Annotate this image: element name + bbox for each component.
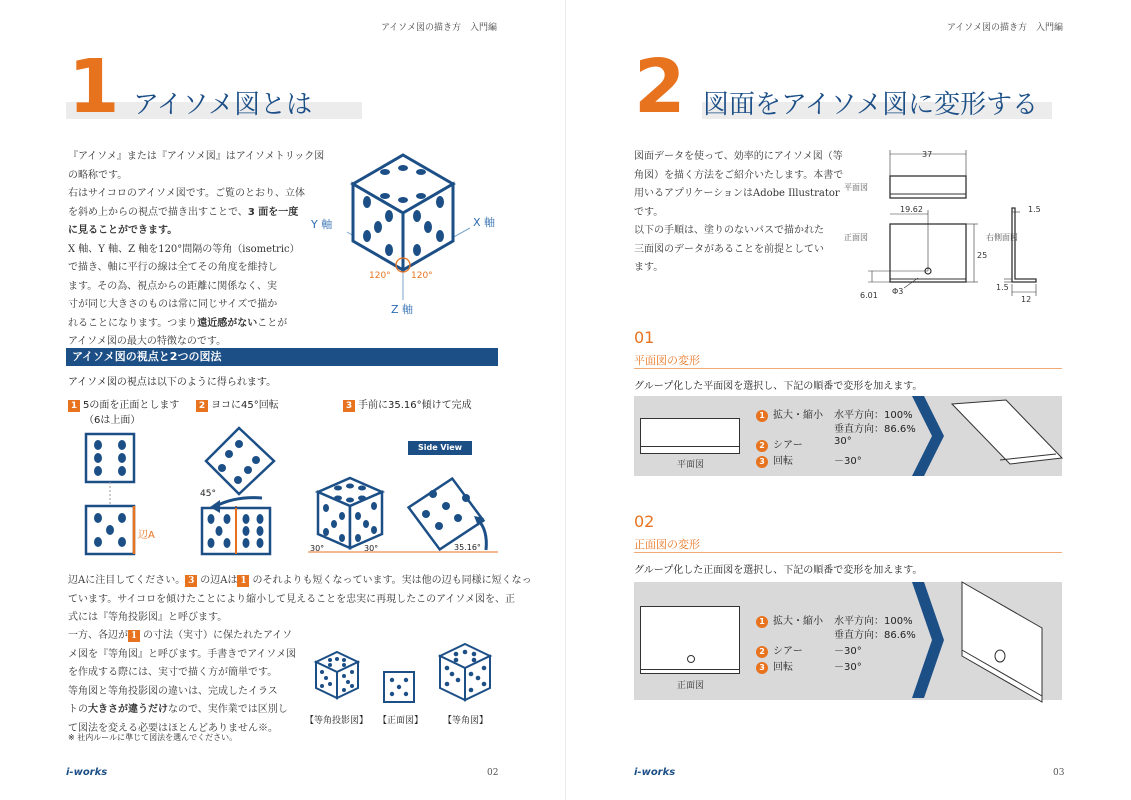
step-1-sub: （6は上面）	[84, 415, 141, 426]
section-01-desc: グループ化した平面図を選択し、下記の順番で変形を加えます。	[634, 381, 923, 392]
section-02-result-figure	[912, 576, 1064, 706]
section-02-item-1: 1 拡大・縮小	[756, 612, 823, 628]
z-axis-label: Z 軸	[391, 303, 414, 316]
step3-final-dice-figure	[308, 462, 503, 562]
section-intro: アイソメ図の視点は以下のように得られます。	[68, 377, 277, 388]
plan-shape	[640, 418, 740, 454]
chapter-title-right: 図面をアイソメ図に変形する	[703, 90, 1039, 120]
dim-601: 6.01	[860, 291, 878, 300]
caption-isometric-projection: 【等角投影図】	[305, 716, 369, 726]
edge-a-label: 辺A	[138, 530, 155, 541]
angle-right-label: 120°	[411, 271, 433, 281]
section-01-item-3-value: －30°	[834, 456, 862, 467]
intro-text: 『アイソメ』または『アイソメ図』はアイソメトリック図 の略称です。 右はサイコロのアイソメ図です。ご覧のとおり、立体 を斜め上からの視点で描き出すことで、3 面を一度 に見ることができます。 X 軸、Y 軸、Z 軸を120°間隔の等角（isometric） で描き、軸に平行の線は全てその角度を維持し ます。その為、視点からの距離に関係なく、実 寸が同じ大きさのものは常に同じサイズで描か れることになります。つまり遠近感がないことが アイソメ図の最大の特徴なのです。	[68, 151, 325, 347]
chapter-number: 1	[68, 44, 120, 130]
front-view-label: 正面図	[844, 233, 868, 242]
dim-12: 12	[1021, 295, 1032, 304]
footnote: ※ 社内ルールに準じて図法を選んでください。	[68, 733, 238, 742]
side-view-badge: Side View	[408, 441, 472, 455]
section-01-item-2-value: 30°	[834, 436, 852, 447]
plan-view-label: 平面図	[844, 183, 868, 192]
footer-logo: i-works	[66, 767, 108, 778]
section-02-number: 02	[634, 512, 655, 531]
three-view-drawing	[844, 146, 1064, 306]
running-title: アイソメ図の描き方 入門編	[380, 23, 497, 33]
section-01-item-1-value: 水平方向：100%	[834, 410, 913, 421]
step2-rotated-dice-figure	[196, 424, 286, 559]
left-page	[0, 0, 565, 800]
body-text-full: 辺Aに注目してください。 3 の辺Aは 1 のそれよりも短くなっています。実は他の辺も同様に短くなっ ています。サイコロを傾けたことにより縮小して見えることを忠実に再現したこのアイソメ図を、正 式には『等角投影図』と呼びます。	[68, 575, 532, 623]
angle-3516-label: 35.16°	[454, 543, 481, 552]
front-shape	[640, 606, 740, 674]
isometric-dice-figure	[305, 150, 505, 320]
section-01-item-2: 2 シアー	[756, 436, 803, 452]
section-01-item-1-value2: 垂直方向：86.6%	[834, 424, 916, 435]
section-02-rule	[634, 552, 1062, 553]
right-page	[566, 0, 1131, 800]
dim-1962: 19.62	[900, 205, 923, 214]
caption-front-view: 【正面図】	[378, 716, 424, 726]
caption-isometric-drawing: 【等角図】	[443, 716, 489, 726]
section-02-item-3-value: －30°	[834, 662, 862, 673]
page-number: 02	[487, 768, 499, 778]
step-2: 2 ヨコに45°回転	[196, 396, 279, 412]
page-number-right: 03	[1053, 768, 1065, 778]
section-02-title: 正面図の変形	[634, 538, 700, 551]
section-02-item-2-value: －30°	[834, 646, 862, 657]
dim-15b: 1.5	[996, 283, 1009, 292]
comparison-dice-figure	[308, 640, 503, 710]
side-view-label: 右側面図	[986, 233, 1018, 242]
section-02-desc: グループ化した正面図を選択し、下記の順番で変形を加えます。	[634, 565, 923, 576]
chapter-title: アイソメ図とは	[133, 90, 313, 120]
dim-phi3: Φ3	[892, 287, 904, 296]
section-02-item-1-value: 水平方向：100%	[834, 616, 913, 627]
front-shape-label: 正面図	[677, 681, 705, 691]
angle-45-label: 45°	[200, 489, 216, 499]
section-01-rule	[634, 368, 1062, 369]
section-02-item-1-value2: 垂直方向：86.6%	[834, 630, 916, 641]
section-02-item-2: 2 シアー	[756, 642, 803, 658]
y-axis-label: Y 軸	[311, 218, 333, 231]
section-01-item-3: 3 回転	[756, 452, 793, 468]
section-01-result-figure	[912, 390, 1064, 482]
step-1: 1 5の面を正面とします	[68, 396, 179, 412]
section-01-title: 平面図の変形	[634, 354, 700, 367]
footer-logo-right: i-works	[634, 767, 676, 778]
angle-30b-label: 30°	[364, 544, 379, 553]
dim-25: 25	[977, 251, 988, 260]
body-text-column: 一方、各辺が 1 の寸法（実寸）に保たれたアイソ メ図を『等角図』と呼びます。手書きでアイソメ図 を作成する際には、実寸で描く方が簡単です。 等角図と等角投影図の違いは、完成したイラス トの大きさが違うだけなので、実作業では区別し て図法を変える必要はほとんどありません※。	[68, 630, 297, 734]
angle-left-label: 120°	[369, 271, 391, 281]
x-axis-label: X 軸	[473, 216, 496, 229]
chapter-number-right: 2	[634, 44, 686, 130]
angle-30a-label: 30°	[310, 544, 325, 553]
running-title-right: アイソメ図の描き方 入門編	[946, 23, 1063, 33]
dim-15a: 1.5	[1028, 205, 1041, 214]
intro-text-right: 図面データを使って、効率的にアイソメ図（等 角図）を描く方法をご紹介いたします。本書で 用いるアプリケーションはAdobe Illustrator です。 以下の手順は、塗りのないパスで描かれた 三面図のデータがあることを前提としてい ます。	[634, 151, 844, 273]
step-3: 3 手前に35.16°傾けて完成	[343, 396, 472, 412]
section-heading-bar: アイソメ図の視点と2つの図法	[66, 348, 498, 366]
plan-shape-label: 平面図	[677, 460, 705, 470]
section-02-item-3: 3 回転	[756, 658, 793, 674]
section-01-number: 01	[634, 328, 655, 347]
section-01-item-1: 1 拡大・縮小	[756, 406, 823, 422]
dim-37: 37	[922, 150, 933, 159]
